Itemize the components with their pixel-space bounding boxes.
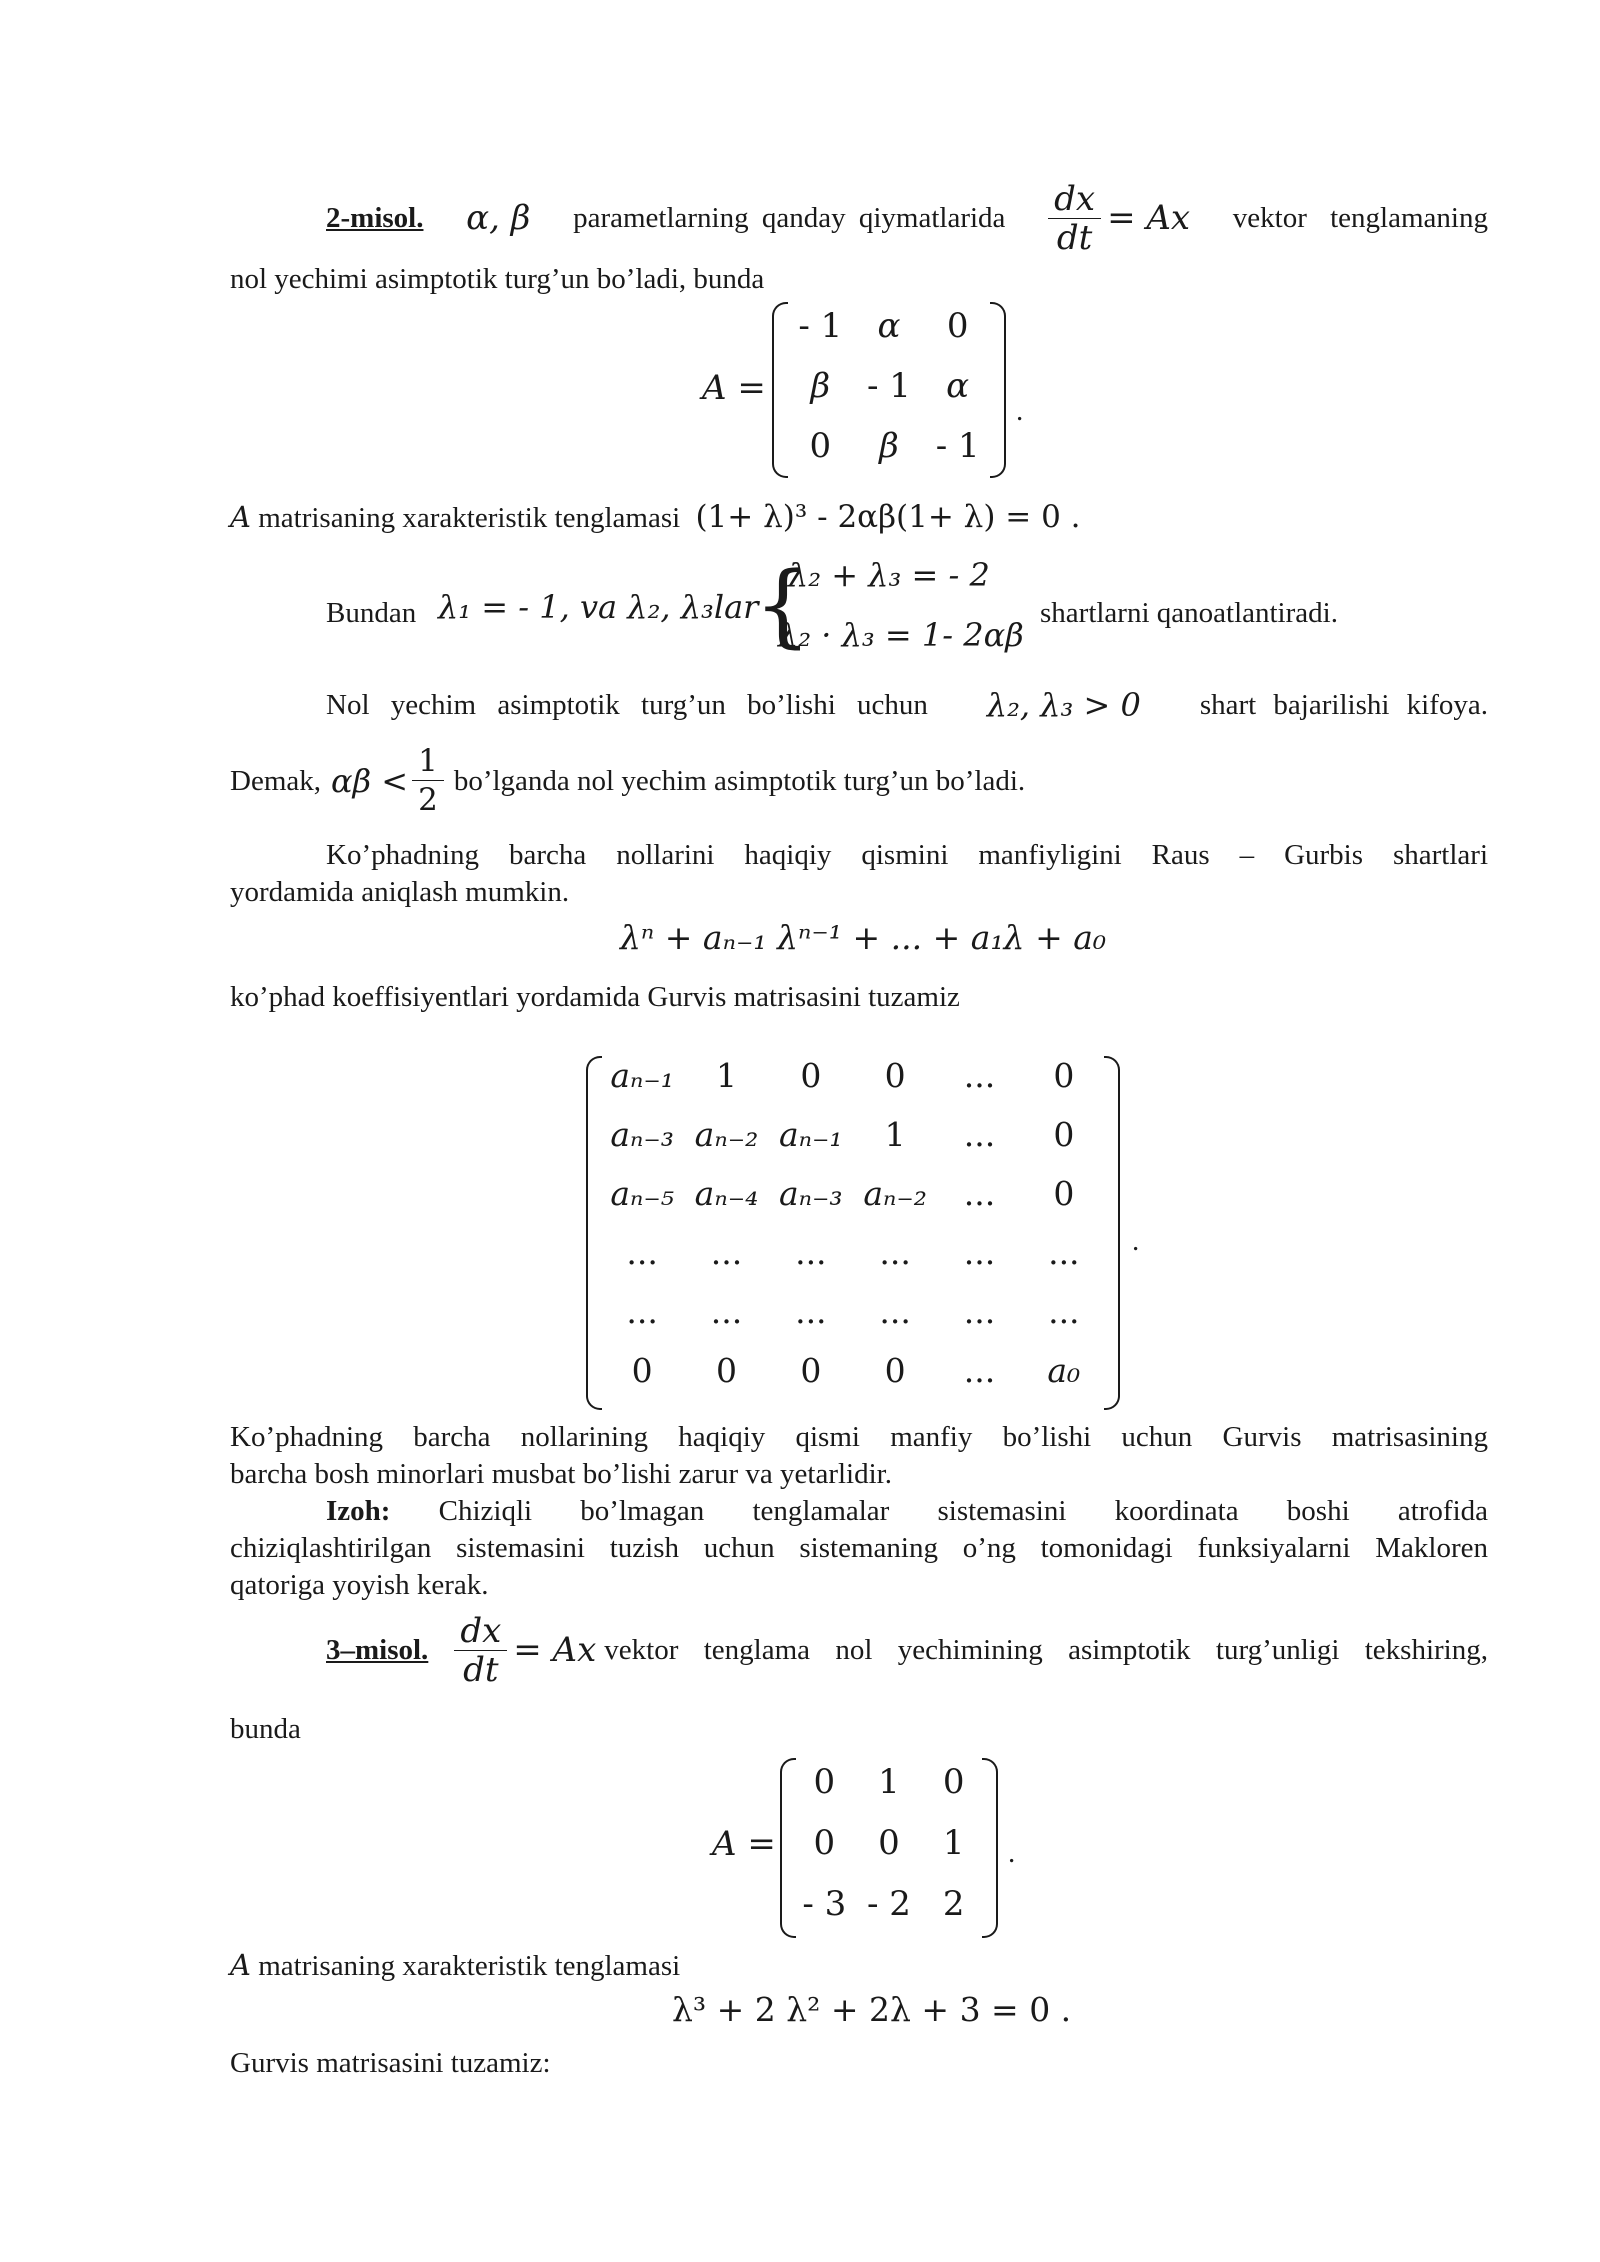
matrix-cell: 1 bbox=[878, 1762, 900, 1802]
gurvis-cell: aₙ₋₁ bbox=[778, 1115, 843, 1154]
matrix-cell: 0 bbox=[809, 426, 832, 466]
matrix-a-ex3 bbox=[780, 1758, 998, 1938]
char-eq-formula: (1+ λ)³ - 2αβ(1+ λ) = 0 . bbox=[695, 499, 1081, 535]
demak-text: Demak, bbox=[230, 764, 321, 797]
matrix-cell: α bbox=[877, 306, 901, 346]
raus-line-2: yordamida aniqlash mumkin. bbox=[230, 876, 570, 908]
matrix-cell: - 1 bbox=[867, 366, 911, 406]
nol-condition: λ₂, λ₃ > 0 bbox=[986, 686, 1141, 724]
fraction-numerator: dx bbox=[1048, 180, 1101, 219]
char-eq-2-formula: λ³ + 2 λ² + 2λ + 3 = 0 . bbox=[672, 1990, 1072, 2029]
gurvis-cell: ... bbox=[963, 1056, 996, 1095]
gurvis-cell: 0 bbox=[631, 1351, 653, 1390]
matrix-period: . bbox=[1016, 395, 1024, 427]
gurvis-cell: aₙ₋₂ bbox=[863, 1174, 928, 1213]
gurvis-cell: 0 bbox=[800, 1056, 822, 1095]
bundan-lead: Bundan bbox=[326, 597, 417, 629]
matrix-cell: 0 bbox=[942, 1762, 965, 1802]
gurvis-cell: 0 bbox=[884, 1056, 906, 1095]
gurvis-cell: 0 bbox=[1053, 1115, 1075, 1154]
minor-line-1: Ko’phadning barcha nollarining haqiqiy qismi manfiy bo’lishi uchun Gurvis matrisasining bbox=[230, 1421, 1488, 1453]
raus-line-3: ko’phad koeffisiyentlari yordamida Gurvis matrisasini tuzamiz bbox=[230, 981, 960, 1013]
nol-line bbox=[326, 686, 1488, 724]
matrix-a-lhs: A = bbox=[712, 1824, 776, 1864]
gurvis-cell: ... bbox=[626, 1233, 658, 1272]
matrix-cell: 2 bbox=[942, 1884, 965, 1924]
char-eq-text: matrisaning xarakteristik tenglamasi bbox=[258, 1950, 681, 1982]
derivative-fraction bbox=[454, 1612, 507, 1689]
half-fraction bbox=[412, 742, 444, 819]
example-3-intro bbox=[326, 1610, 1488, 1690]
matrix-cell: 0 bbox=[878, 1823, 900, 1863]
gurvis-cell: 0 bbox=[1053, 1174, 1075, 1213]
gurvis-cell: ... bbox=[1048, 1292, 1080, 1331]
matrix-cell: 0 bbox=[813, 1762, 836, 1802]
system-eq-1: λ₂ + λ₃ = - 2 bbox=[788, 556, 990, 594]
fraction-denominator: dt bbox=[1056, 217, 1093, 258]
matrix-a-lhs: A = bbox=[702, 368, 766, 408]
demak-text-end: bo’lganda nol yechim asimptotik turg’un bo’ladi. bbox=[453, 764, 1026, 797]
fraction-denominator: dt bbox=[463, 1649, 499, 1690]
gurvis-cell: ... bbox=[710, 1292, 743, 1331]
gurvis-matrix-cells bbox=[600, 1056, 1106, 1410]
bundan-tail: shartlarni qanoatlantiradi. bbox=[1040, 597, 1338, 629]
matrix-period: . bbox=[1008, 1837, 1016, 1869]
system-brace: { bbox=[754, 553, 812, 658]
izoh-line-2: chiziqlashtirilgan sistemasini tuzish uchun sistemaning o’ng tomonidagi funksiyalarni Makloren bbox=[230, 1532, 1488, 1564]
raus-line-1: Ko’phadning barcha nollarini haqiqiy qismini manfiyligini Raus – Gurbis shartlari bbox=[326, 839, 1488, 871]
gurvis-cell: aₙ₋₄ bbox=[694, 1174, 759, 1213]
gurvis-cell: ... bbox=[879, 1233, 911, 1272]
gurvis-cell: ... bbox=[1048, 1233, 1080, 1272]
gurvis-cell: aₙ₋₅ bbox=[610, 1174, 675, 1213]
right-paren bbox=[990, 302, 1006, 478]
matrix-cell: β bbox=[810, 366, 831, 406]
minor-line-2: barcha bosh minorlari musbat bo’lishi zarur va yetarlidir. bbox=[230, 1458, 892, 1490]
gurvis-cell: a₀ bbox=[1047, 1351, 1081, 1390]
matrix-cell: 0 bbox=[813, 1823, 836, 1863]
gurvis-cell: ... bbox=[710, 1233, 743, 1272]
matrix-cell: - 3 bbox=[802, 1884, 847, 1924]
char-eq-1 bbox=[230, 498, 1081, 537]
gurvis-cell: 1 bbox=[715, 1056, 737, 1095]
fraction-denominator: 2 bbox=[418, 782, 438, 818]
gurvis-cell: ... bbox=[963, 1351, 996, 1390]
char-eq-text: matrisaning xarakteristik tenglamasi bbox=[258, 502, 681, 534]
example-2-line2: nol yechimi asimptotik turg’un bo’ladi, bunda bbox=[230, 263, 765, 295]
equation-rhs: = Ax bbox=[513, 1630, 597, 1670]
gurvis-cell: ... bbox=[963, 1115, 996, 1154]
gurvis-matrix bbox=[586, 1056, 1120, 1410]
fraction-numerator: 1 bbox=[412, 742, 444, 781]
gurvis-cell: ... bbox=[963, 1174, 996, 1213]
char-eq-2-line bbox=[230, 1946, 680, 1985]
gurvis-last-line: Gurvis matrisasini tuzamiz: bbox=[230, 2047, 551, 2079]
fraction-numerator: dx bbox=[454, 1612, 507, 1651]
nol-text: Nol yechim asimptotik turg’un bo’lishi uchun bbox=[326, 689, 928, 721]
gurvis-period: . bbox=[1132, 1225, 1140, 1257]
izoh-label: Izoh: bbox=[326, 1495, 391, 1527]
example-2-intro bbox=[326, 178, 1488, 258]
example-3-text: vektor tenglama nol yechimining asimptotik turg’unligi tekshiring, bbox=[604, 1634, 1488, 1666]
example-2-text-end: vektor tenglamaning bbox=[1232, 202, 1488, 234]
matrix-cell: - 2 bbox=[867, 1884, 911, 1924]
nol-text-end: shart bajarilishi kifoya. bbox=[1199, 689, 1488, 721]
right-paren bbox=[1104, 1056, 1120, 1410]
matrix-cell: β bbox=[879, 426, 899, 466]
gurvis-cell: aₙ₋₃ bbox=[778, 1174, 843, 1213]
matrix-a-ex2 bbox=[772, 302, 1006, 478]
gurvis-cell: 0 bbox=[1053, 1056, 1075, 1095]
gurvis-cell: ... bbox=[795, 1292, 827, 1331]
gurvis-cell: 0 bbox=[800, 1351, 822, 1390]
gurvis-cell: aₙ₋₃ bbox=[610, 1115, 675, 1154]
matrix-a-ex2-cells bbox=[786, 306, 992, 486]
gurvis-cell: ... bbox=[963, 1233, 996, 1272]
matrix-name: A bbox=[230, 1948, 251, 1982]
gurvis-cell: 1 bbox=[884, 1115, 906, 1154]
example-3-label: 3–misol. bbox=[326, 1634, 429, 1666]
gurvis-cell: ... bbox=[626, 1292, 658, 1331]
derivative-fraction bbox=[1048, 180, 1101, 257]
matrix-cell: 1 bbox=[942, 1823, 965, 1863]
gurvis-cell: ... bbox=[795, 1233, 827, 1272]
params-alpha-beta: α, β bbox=[466, 198, 531, 238]
matrix-cell: α bbox=[946, 366, 970, 406]
vector-equation bbox=[1048, 180, 1190, 257]
izoh-line-3: qatoriga yoyish kerak. bbox=[230, 1569, 489, 1601]
matrix-cell: 0 bbox=[946, 306, 969, 346]
bundan-eq: λ₁ = - 1, va λ₂, λ₃lar bbox=[438, 588, 759, 626]
izoh-line-1 bbox=[326, 1492, 1488, 1530]
gurvis-cell: aₙ₋₂ bbox=[694, 1115, 759, 1154]
gurvis-cell: aₙ₋₁ bbox=[610, 1056, 675, 1095]
izoh-text: Chiziqli bo’lmagan tenglamalar sistemasini koordinata boshi atrofida bbox=[438, 1495, 1488, 1527]
matrix-a-ex3-cells bbox=[792, 1762, 986, 1945]
alpha-beta-ineq: αβ < bbox=[331, 761, 409, 800]
gurvis-cell: ... bbox=[879, 1292, 911, 1331]
example-2-text: parametlarning qanday qiymatlarida bbox=[573, 202, 1006, 234]
gurvis-cell: 0 bbox=[884, 1351, 906, 1390]
matrix-cell: - 1 bbox=[935, 426, 980, 466]
matrix-cell: - 1 bbox=[798, 306, 843, 346]
polynomial: λⁿ + aₙ₋₁ λⁿ⁻¹ + ... + a₁λ + a₀ bbox=[620, 918, 1107, 957]
example-3-line2: bunda bbox=[230, 1713, 301, 1745]
system-eq-2: λ₂ · λ₃ = 1- 2αβ bbox=[778, 616, 1024, 654]
vector-equation-3 bbox=[454, 1612, 596, 1689]
demak-line bbox=[230, 742, 1025, 819]
matrix-name: A bbox=[230, 500, 251, 534]
gurvis-cell: 0 bbox=[715, 1351, 737, 1390]
gurvis-cell: ... bbox=[963, 1292, 996, 1331]
example-2-label: 2-misol. bbox=[326, 202, 424, 234]
equation-rhs: = Ax bbox=[1107, 198, 1191, 238]
